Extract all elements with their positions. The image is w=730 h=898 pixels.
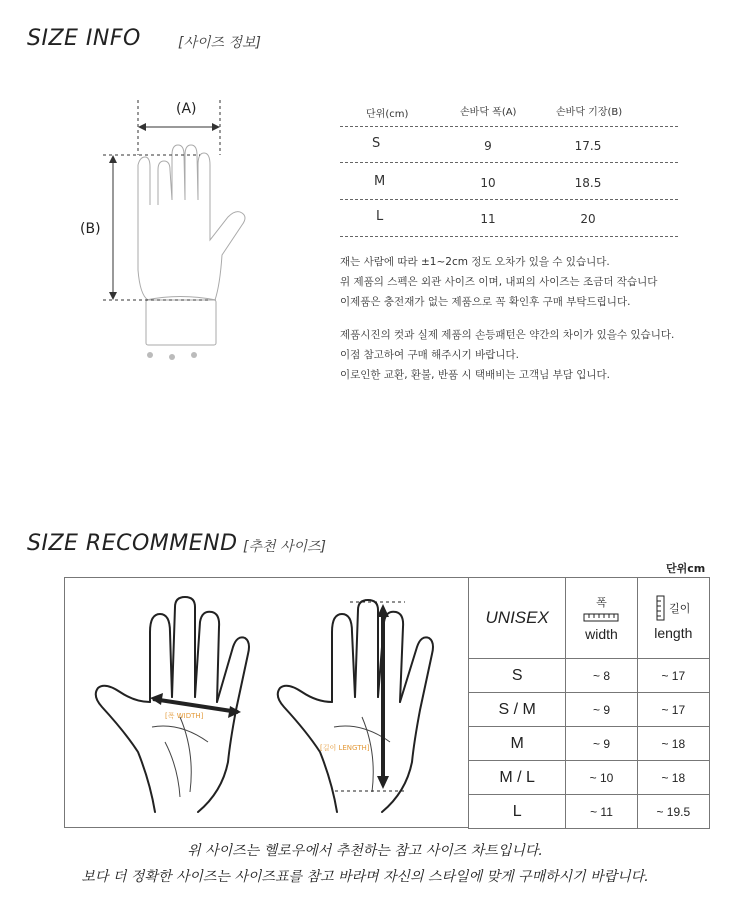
size-m-a: 10 [480,176,496,190]
note-line: 재는 사람에 따라 ±1~2cm 정도 오차가 있을 수 있습니다. [340,256,610,268]
width-hand-label: [폭 WIDTH] [165,712,204,720]
note-line: 이제품은 충전재가 없는 제품으로 꼭 확인후 구매 부탁드립니다. [340,296,631,308]
divider [340,126,678,127]
ruler-vertical-icon [656,595,666,621]
width-header-top: 폭 [596,597,607,609]
label-a: (A) [176,101,197,117]
size-l: L [376,209,384,224]
size-recommend-title: SIZE RECOMMEND [27,531,238,556]
row-size: L [469,795,566,829]
size-s: S [372,136,381,151]
table-row [469,693,710,727]
size-m-b: 18.5 [574,176,602,190]
table-row [469,727,710,761]
length-hand-label: [길이 LENGTH] [320,744,370,752]
note-line: 이로인한 교환, 환불, 반품 시 택배비는 고객님 부담 입니다. [340,369,611,381]
table-row [469,795,710,829]
header-width-a: 손바닥 폭(A) [460,107,517,118]
note-line: 위 제품의 스펙은 외관 사이즈 이며, 내피의 사이즈는 조금더 작습니다 [340,276,658,288]
size-info-subtitle: [사이즈 정보] [178,35,261,51]
row-length: ~ 17 [637,693,709,727]
footer-line-1: 위 사이즈는 헬로우에서 추천하는 참고 사이즈 차트입니다. [187,843,543,859]
row-width: ~ 9 [566,727,637,761]
row-size: M [469,727,566,761]
length-header: length [654,625,693,641]
row-width: ~ 9 [566,693,637,727]
row-size: S / M [469,693,566,727]
size-s-a: 9 [484,139,492,153]
size-recommend-subtitle: [추천 사이즈] [243,539,326,555]
row-length: ~ 17 [637,659,709,693]
length-header-top: 길이 [669,603,691,615]
size-l-a: 11 [480,212,496,226]
row-size: S [469,659,566,693]
ruler-icon [583,613,619,623]
size-l-b: 20 [580,212,596,226]
width-header: width [585,626,618,642]
unisex-header: UNISEX [469,578,566,659]
header-unit: 단위(cm) [366,109,409,120]
divider [340,162,678,163]
unit-label: 단위cm [666,562,706,575]
row-width: ~ 10 [566,761,637,795]
hand-length-illustration [270,592,450,817]
row-size: M / L [469,761,566,795]
size-info-title: SIZE INFO [27,26,141,51]
row-length: ~ 18 [637,761,709,795]
label-b: (B) [80,221,101,237]
note-line: 이점 참고하여 구매 해주시기 바랍니다. [340,349,519,361]
divider [340,199,678,200]
row-length: ~ 19.5 [637,795,709,829]
row-width: ~ 11 [566,795,637,829]
size-m: M [374,174,386,189]
note-line: 제품시진의 컷과 실제 제품의 손등패턴은 약간의 차이가 있을수 있습니다. [340,329,675,341]
table-row [469,659,710,693]
hand-width-illustration [90,592,255,817]
table-row [469,761,710,795]
size-s-b: 17.5 [574,139,602,153]
recommend-table [468,577,710,829]
row-length: ~ 18 [637,727,709,761]
divider [340,236,678,237]
row-width: ~ 8 [566,659,637,693]
footer-line-2: 보다 더 정확한 사이즈는 사이즈표를 참고 바라며 자신의 스타일에 맞게 구매하시기 바랍니다. [81,869,649,885]
header-length-b: 손바닥 기장(B) [556,107,623,118]
